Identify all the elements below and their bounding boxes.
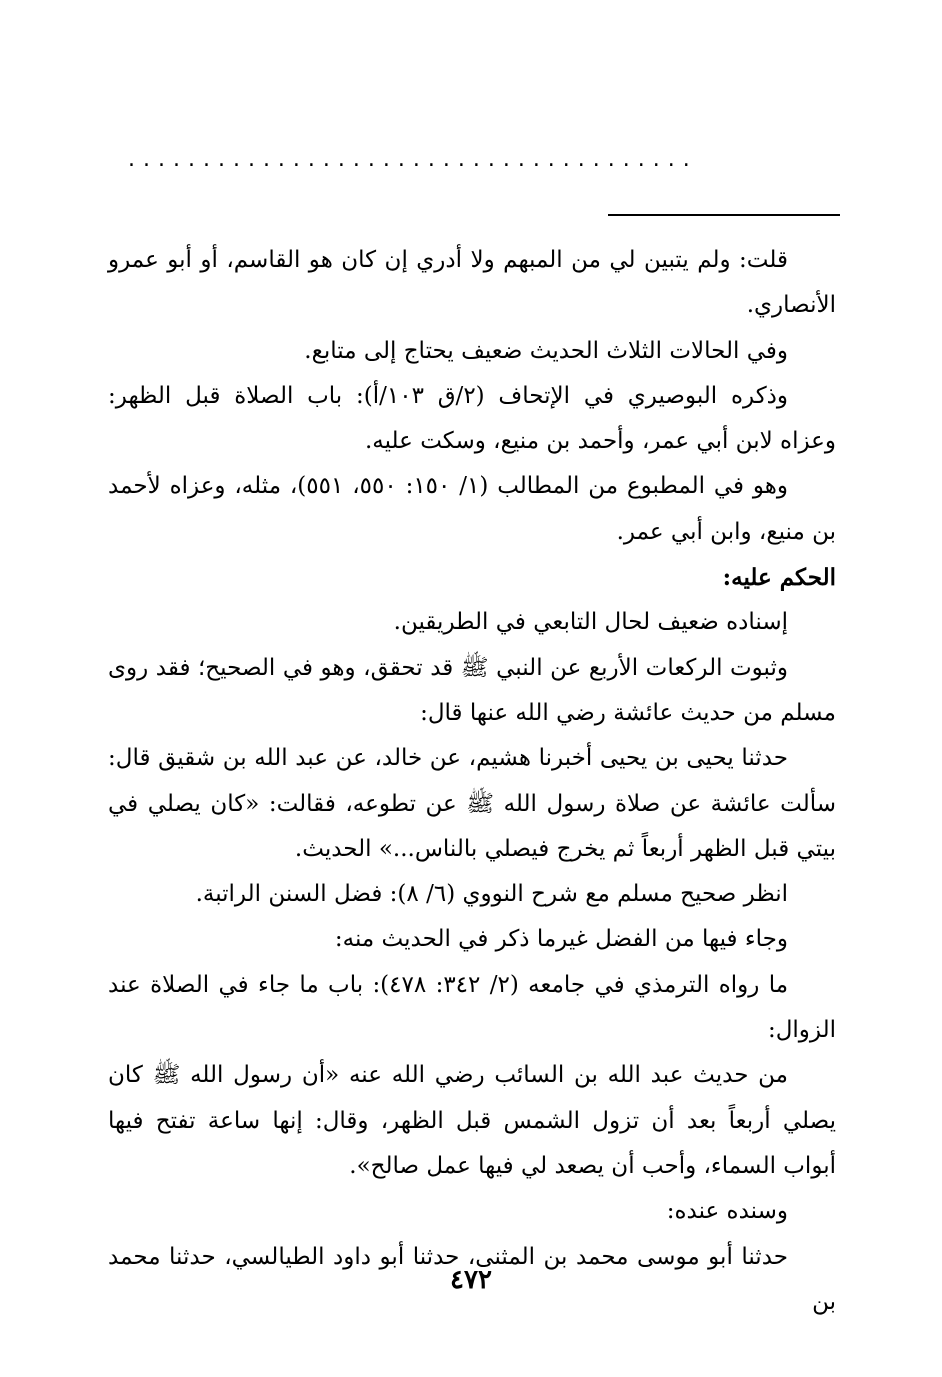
footnote-rule	[608, 214, 840, 216]
footnote-text-block	[108, 238, 836, 1325]
paragraph-virtue: وجاء فيها من الفضل غيرما ذكر في الحديث منه:	[334, 926, 788, 953]
paragraph-sanad-chain: حدثنا أبو موسى محمد بن المثنى، حدثنا أبو داود الطيالسي، حدثنا محمد بن	[108, 1243, 836, 1315]
page-number: ٤٧٢	[450, 1265, 492, 1295]
paragraph-busiri-ithaf: وذكره البوصيري في الإتحاف (٢/ق ١٠٣/أ): باب الصلاة قبل الظهر: وعزاه لابن أبي عمر، وأحمد بن منيع، وسكت عليه.	[108, 382, 836, 455]
paragraph-tirmidhi: ما رواه الترمذي في جامعه (٢/ ٣٤٢: ٤٧٨): باب ما جاء في الصلاة عند الزوال:	[108, 971, 836, 1044]
paragraph-isnad-weak: إسناده ضعيف لحال التابعي في الطريقين.	[393, 609, 788, 636]
paragraph-matalib: وهو في المطبوع من المطالب (١/ ١٥٠: ٥٥٠، ٥٥١)، مثله، وعزاه لأحمد بن منيع، وابن أبي عمر.	[108, 473, 836, 545]
paragraph-nawawi-ref: انظر صحيح مسلم مع شرح النووي (٦/ ٨): فضل السنن الراتبة.	[195, 881, 788, 908]
paragraph-sanad-label: وسنده عنده:	[666, 1198, 788, 1225]
footnote-dotted-separator: ......................................	[128, 150, 698, 170]
paragraph-ibn-saib-hadith: من حديث عبد الله بن السائب رضي الله عنه «أن رسول الله ﷺ كان يصلي أربعاً بعد أن تزول الشمس قبل الظهر، وقال: إنها ساعة تفتح فيها أبواب السماء، وأحب أن يصعد لي فيها عمل صالح».	[108, 1062, 836, 1179]
paragraph-muslim-hadith: حدثنا يحيى بن يحيى أخبرنا هشيم، عن خالد، عن عبد الله بن شقيق قال: سألت عائشة عن صلاة رسول الله ﷺ عن تطوعه، فقالت: «كان يصلي في بيتي قبل الظهر أربعاً ثم يخرج فيصلي بالناس...» الحديث.	[108, 745, 836, 862]
paragraph-qult: قلت: ولم يتبين لي من المبهم ولا أدري إن كان هو القاسم، أو أبو عمرو الأنصاري.	[108, 247, 836, 319]
paragraph-three-cases: وفي الحالات الثلاث الحديث ضعيف يحتاج إلى متابع.	[304, 337, 788, 364]
paragraph-four-rakat: وثبوت الركعات الأربع عن النبي ﷺ قد تحقق، وهو في الصحيح؛ فقد روى مسلم من حديث عائشة رضي الله عنها قال:	[108, 654, 836, 726]
section-heading-ruling: الحكم عليه:	[722, 564, 836, 592]
